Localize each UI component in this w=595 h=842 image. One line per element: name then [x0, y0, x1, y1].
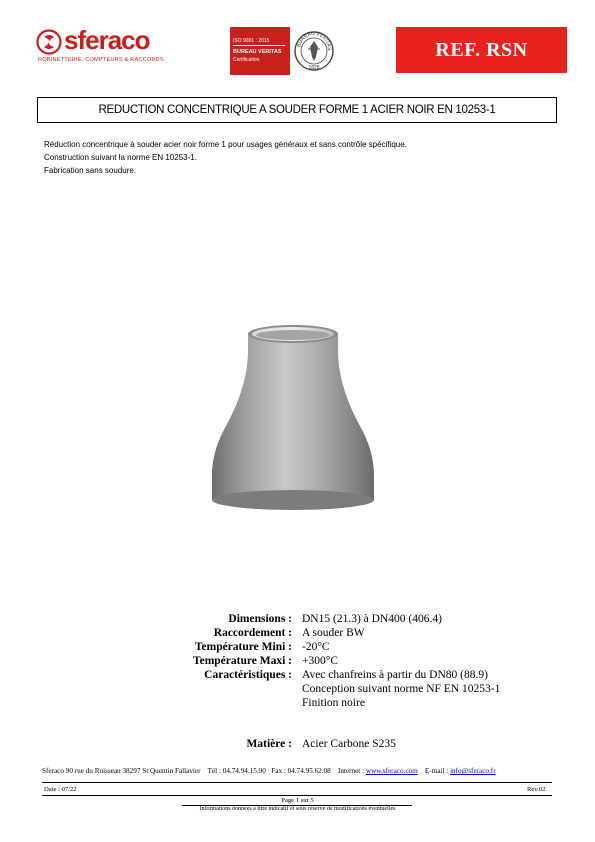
cert-divider	[233, 45, 285, 46]
cert-label: Certification	[233, 57, 260, 63]
spec-dimensions-label: Dimensions :	[228, 613, 292, 625]
spec-caracteristiques-value-1: Avec chanfreins à partir du DN80 (88.9)	[302, 669, 488, 681]
document-title: REDUCTION CONCENTRIQUE A SOUDER FORME 1 ACIER NOIR EN 10253-1	[37, 97, 557, 123]
seal-year: 1828	[308, 65, 320, 71]
spec-caracteristiques-value-3: Finition noire	[302, 697, 365, 709]
spec-temp-mini-value: -20°C	[302, 641, 330, 653]
footer-disclaimer: Informations données à titre indicatif et sous réserve de modifications éventuelles	[199, 806, 396, 812]
logo-tagline: ROBINETTERIE, COMPTEURS & RACCORDS	[38, 57, 164, 63]
footer-revision: Rev.02	[527, 786, 546, 793]
spec-temp-maxi-value: +300°C	[302, 655, 339, 667]
spec-caracteristiques-value-2: Conception suivant norme NF EN 10253-1	[302, 683, 501, 695]
logo-wordmark: sferaco	[64, 25, 150, 55]
description-line-1: Réduction concentrique à souder acier noir forme 1 pour usages généraux et sans contrôle spécifique.	[44, 140, 407, 149]
spec-temp-mini-label: Température Mini :	[194, 641, 292, 653]
website-link[interactable]: www.sferaco.com	[365, 767, 418, 775]
bureau-veritas-seal-icon	[292, 27, 336, 77]
footer-date: Date : 07/22	[44, 786, 77, 793]
product-photo-concentric-reducer	[208, 320, 378, 512]
spec-raccordement-label: Raccordement :	[213, 627, 292, 639]
iso-certificate-box	[230, 27, 290, 75]
spec-raccordement-value: A souder BW	[302, 627, 365, 639]
description-line-2: Construction suivant la norme EN 10253-1.	[44, 153, 197, 162]
seal-text: BUREAU VERITAS	[296, 30, 333, 51]
footer-fax: Fax : 04.74.95.62.08	[271, 767, 331, 775]
spec-temp-maxi-label: Température Maxi :	[192, 655, 292, 667]
spec-dimensions-value: DN15 (21.3) à DN400 (406.4)	[302, 613, 442, 625]
sferaco-logo-icon	[36, 29, 62, 55]
footer-divider-top	[42, 782, 552, 783]
spec-matiere-value: Acier Carbone S235	[302, 738, 396, 750]
footer-internet-label: Internet :	[337, 767, 365, 775]
description-line-3: Fabrication sans soudure.	[44, 166, 137, 175]
footer-address: Sferaco 90 rue du Ruisseau 38297 St Quentin Fallavier	[42, 767, 201, 775]
spec-matiere-label: Matière :	[246, 738, 292, 750]
footer-contact	[42, 767, 496, 775]
page-number: Page 1 sur 5	[281, 797, 314, 804]
certification-badge	[230, 27, 336, 77]
product-reference: REF. RSN	[396, 27, 567, 73]
footer-divider-middle	[42, 795, 552, 796]
spec-caracteristiques-label: Caractéristiques :	[204, 669, 292, 681]
cert-organisation: BUREAU VERITAS	[233, 49, 282, 55]
sferaco-logo	[36, 27, 186, 71]
footer-email-label: E-mail :	[424, 767, 449, 775]
iso-standard: ISO 9001 : 2015	[233, 38, 270, 44]
email-link[interactable]: info@sferaco.fr	[450, 767, 496, 775]
footer-tel: Tél : 04.74.94.15.90	[207, 767, 266, 775]
